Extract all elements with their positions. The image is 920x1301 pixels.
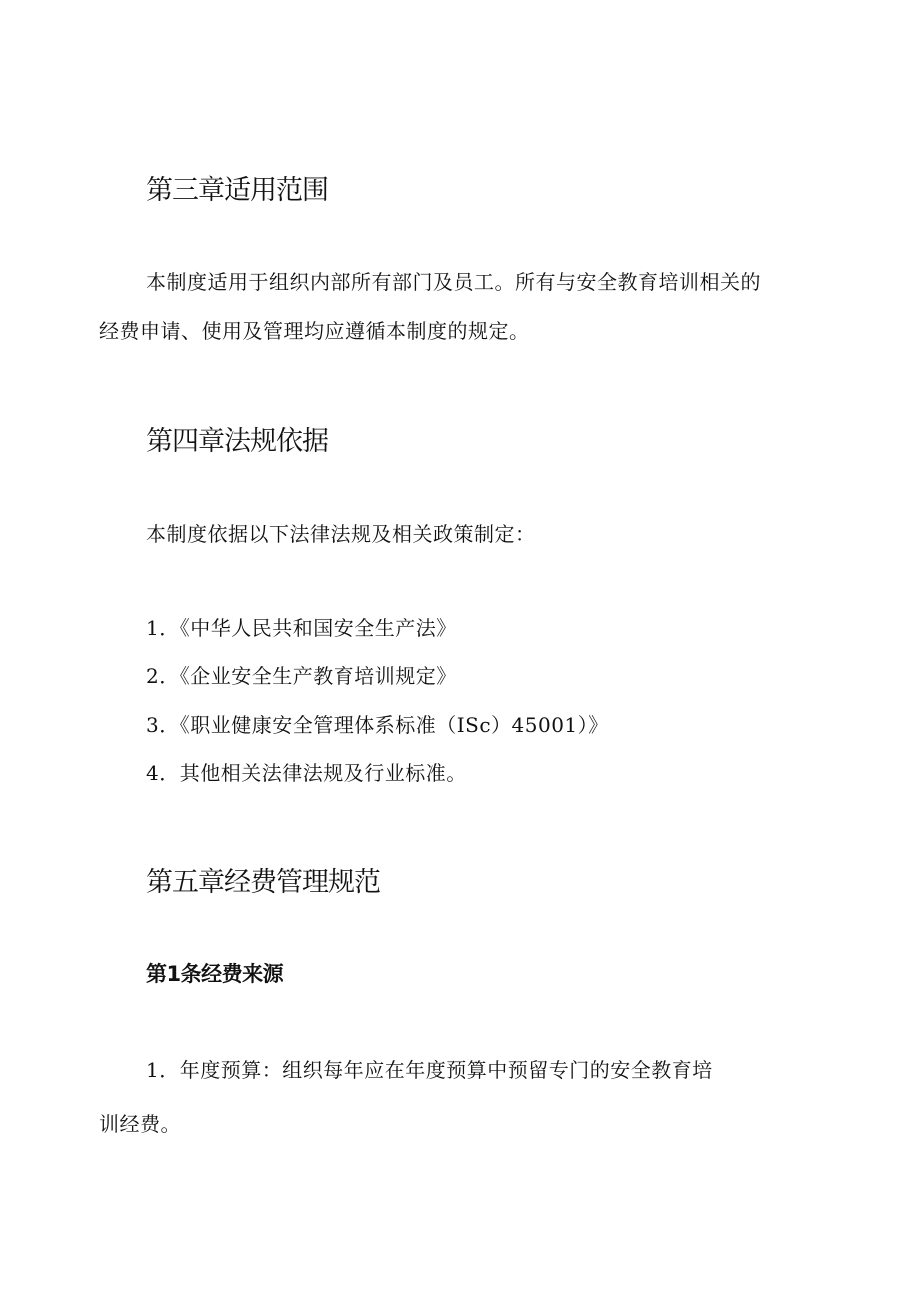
law-list-item: 3．《职业健康安全管理体系标准（ISc）45001）》 (146, 713, 609, 737)
article-1-line-1: 1．年度预算：组织每年应在年度预算中预留专门的安全教育培 (146, 1058, 713, 1082)
law-list-item: 2．《企业安全生产教育培训规定》 (146, 664, 457, 688)
law-list-item: 1．《中华人民共和国安全生产法》 (146, 616, 457, 640)
article-1-title: 第1条经费来源 (146, 962, 284, 986)
chapter-4-title: 第四章法规依据 (146, 426, 328, 457)
chapter-3-paragraph-line-1: 本制度适用于组织内部所有部门及员工。所有与安全教育培训相关的 (146, 270, 761, 294)
chapter-3-paragraph-line-2: 经费申请、使用及管理均应遵循本制度的规定。 (99, 319, 530, 343)
article-1-line-2: 训经费。 (99, 1112, 181, 1136)
chapter-5-title: 第五章经费管理规范 (146, 867, 380, 898)
chapter-4-intro: 本制度依据以下法律法规及相关政策制定： (146, 522, 536, 546)
law-list-item: 4．其他相关法律法规及行业标准。 (146, 761, 467, 785)
chapter-3-title: 第三章适用范围 (146, 175, 328, 206)
